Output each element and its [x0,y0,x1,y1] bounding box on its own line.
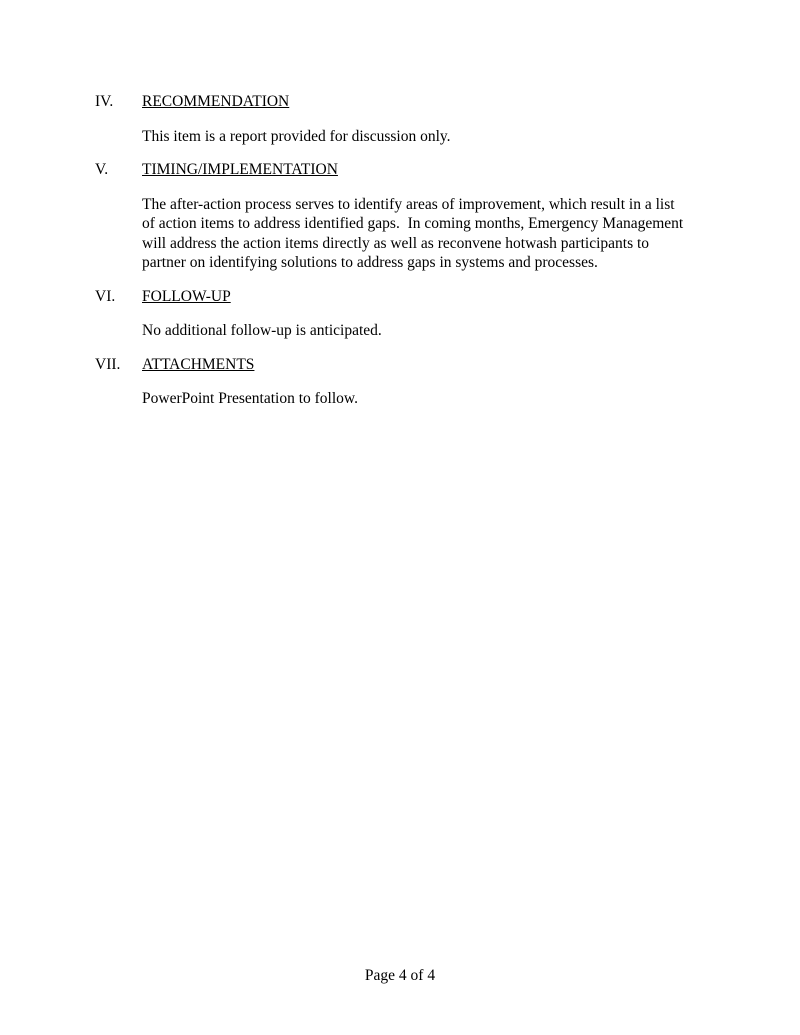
section-heading-row [95,92,690,112]
section-numeral: VI. [95,287,116,305]
section-numeral: VII. [95,355,121,373]
section-heading: TIMING/IMPLEMENTATION [142,161,338,178]
section-body: No additional follow-up is anticipated. [142,322,382,339]
section-numeral: V. [95,161,109,178]
section-timing-implementation [95,160,690,273]
section-body: PowerPoint Presentation to follow. [142,390,358,407]
section-heading-row [95,287,690,307]
document-content [95,92,690,423]
section-body: This item is a report provided for discussion only. [142,127,451,145]
section-numeral: IV. [95,93,114,110]
section-body: The after-action process serves to identify areas of improvement, which result in a list of action items to address identified gaps. In coming months, Emergency Management will address the action items directly as well as reconvene hotwash participants to partner on identifying solutions to address gaps in systems and processes. [142,195,688,271]
section-heading-row [95,160,690,180]
section-heading: RECOMMENDATION [142,93,290,110]
section-attachments [95,355,690,409]
section-recommendation [95,92,690,146]
page-number-footer: Page 4 of 4 [364,967,436,984]
section-heading: FOLLOW-UP [142,287,231,305]
section-heading: ATTACHMENTS [142,355,255,373]
section-follow-up [95,287,690,341]
section-heading-row [95,355,690,375]
